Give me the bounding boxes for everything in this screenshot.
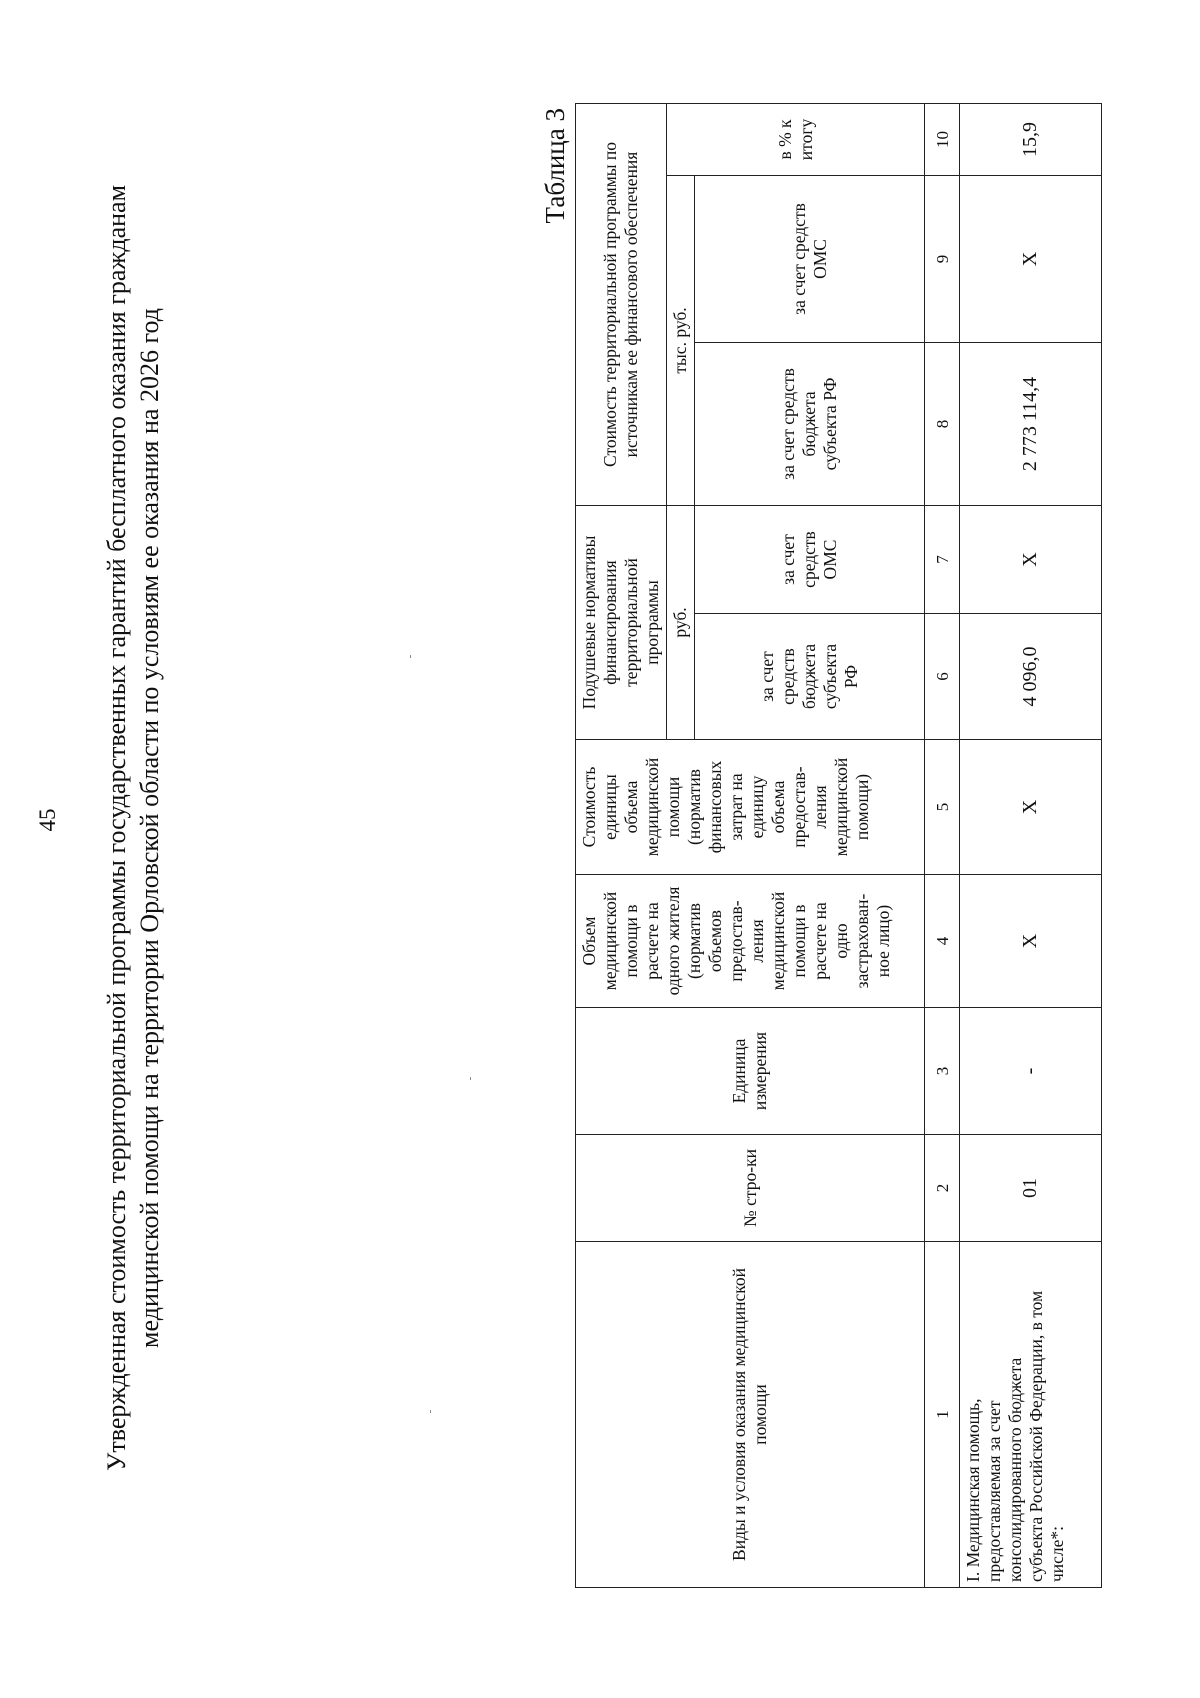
column-number: 8 [925,342,960,505]
column-number: 5 [925,740,960,875]
scan-speck [470,1077,471,1080]
title-line-1: Утвержденная стоимость территориальной программы государственных гарантий бесплатного оказания гражданам [102,184,131,1472]
column-number: 1 [925,1242,960,1588]
row-name-line: консолидированного бюджета [1005,1357,1025,1582]
header-volume-line: расчете на [642,902,662,980]
row-name [960,1242,1102,1588]
header-unit-cost-line: единицы [600,774,620,840]
header-per-capita-oms [695,505,925,613]
header-volume-line: предостав- [726,900,746,982]
header-unit-cost-line: помощи [663,776,683,838]
header-volume-line: ное лицо) [873,904,893,978]
header-unit-cost-line: ления [810,785,830,829]
header-percent-total-line: в % к [774,119,795,160]
header-unit-cost-line: затрат на [726,773,746,841]
cost-table [575,103,1102,1588]
header-unit-cost-line: (норматив [684,769,704,845]
row-per-capita-budget: 4 096,0 [960,614,1102,740]
header-volume [576,875,925,1008]
row-per-capita-oms: Х [960,505,1102,613]
header-thousand-rub: тыс. руб. [667,175,695,505]
header-unit-cost-line: единицу [747,775,767,839]
row-unit-cost: Х [960,740,1102,875]
scan-speck [410,655,411,658]
header-percent-total-line: итогу [795,118,816,161]
header-volume-line: помощи в [789,904,809,978]
header-per-capita [576,505,667,739]
row-name-line: числе*: [1047,1525,1067,1582]
header-per-capita-budget-line: РФ [841,664,861,689]
row-name-line: I. Медицинская помощь, [963,1398,983,1582]
header-per-capita-budget-line: субъекта [820,643,840,710]
page-number: 45 [35,808,60,832]
header-unit-cost-line: финансовых [705,760,725,854]
header-per-capita-oms-line: за счет [778,534,798,585]
row-cost-budget: 2 773 114,4 [960,342,1102,505]
row-line-no: 01 [960,1135,1102,1242]
header-rub: руб. [667,505,695,739]
scan-speck [430,1410,431,1413]
header-per-capita-oms-line: ОМС [820,539,840,580]
header-per-capita-budget-line: бюджета [799,643,819,710]
header-cost-budget-line: за счет средств [778,368,798,480]
column-number: 7 [925,505,960,613]
column-number: 2 [925,1135,960,1242]
header-cost-oms [695,175,925,342]
header-volume-line: объемов [705,909,725,973]
header-unit-cost-line: медицинской [642,757,662,857]
table-label: Таблица 3 [540,108,570,224]
header-cost-by-source-line: источникам ее финансового обеспечения [621,151,641,458]
header-per-capita-line: территориальной [621,558,641,687]
header-cost-by-source [576,103,667,505]
header-unit: Единица измерения [576,1008,925,1135]
header-volume-line: одно [831,923,851,959]
header-unit-cost [576,740,925,875]
header-volume-line: Объем [579,916,599,966]
header-row-1 [576,103,667,1587]
row-percent-total: 15,9 [960,103,1102,175]
header-cost-budget [695,342,925,505]
header-unit-cost-line: помощи) [852,773,872,841]
header-unit-cost-line: объема [768,780,788,834]
header-per-capita-budget [695,614,925,740]
header-unit-cost-line: медицинской [831,757,851,857]
header-unit-cost-line: объема [621,780,641,834]
row-unit: - [960,1008,1102,1135]
header-volume-line: медицинской [768,891,788,991]
header-per-capita-line: Подушевые нормативы [579,535,599,710]
header-per-capita-budget-line: средств [778,648,798,705]
header-volume-line: медицинской [600,891,620,991]
column-number: 3 [925,1008,960,1135]
header-per-capita-line: финансирования [600,560,620,685]
column-number: 10 [925,103,960,175]
header-unit-cost-line: Стоимость [579,766,599,848]
header-volume-line: помощи в [621,904,641,978]
header-cost-budget-line: бюджета [799,391,819,457]
header-unit-cost-line: предостав- [789,766,809,848]
document-title [100,128,190,1528]
column-number: 6 [925,614,960,740]
header-volume-line: застрахован- [852,893,872,989]
header-cost-by-source-line: Стоимость территориальной программы по [600,141,620,467]
header-line-no: № стро-ки [576,1135,925,1242]
header-cost-oms-line: ОМС [809,239,830,279]
header-cost-oms-line: за счет средств [788,203,809,315]
row-volume: Х [960,875,1102,1008]
header-cost-budget-line: субъекта РФ [820,377,840,471]
column-number: 9 [925,175,960,342]
header-percent-total [667,103,925,175]
header-per-capita-oms-line: средств [799,531,819,588]
header-volume-line: расчете на [810,902,830,980]
column-number-row [925,103,960,1587]
row-cost-oms: Х [960,175,1102,342]
row-name-line: субъекта Российской Федерации, в том [1026,1290,1046,1582]
header-per-capita-line: программы [642,580,662,665]
header-types-conditions: Виды и условия оказания медицинской помощи [576,1242,925,1588]
header-per-capita-budget-line: за счет [757,651,777,702]
header-volume-line: ления [747,919,767,963]
row-name-line: предоставляемая за счет [984,1400,1004,1582]
title-line-2: медицинской помощи на территории Орловской области по условиям ее оказания на 2026 год [135,308,164,1348]
header-volume-line: одного жителя [663,886,683,996]
header-volume-line: (норматив [684,903,704,979]
column-number: 4 [925,875,960,1008]
table-row [960,103,1102,1587]
